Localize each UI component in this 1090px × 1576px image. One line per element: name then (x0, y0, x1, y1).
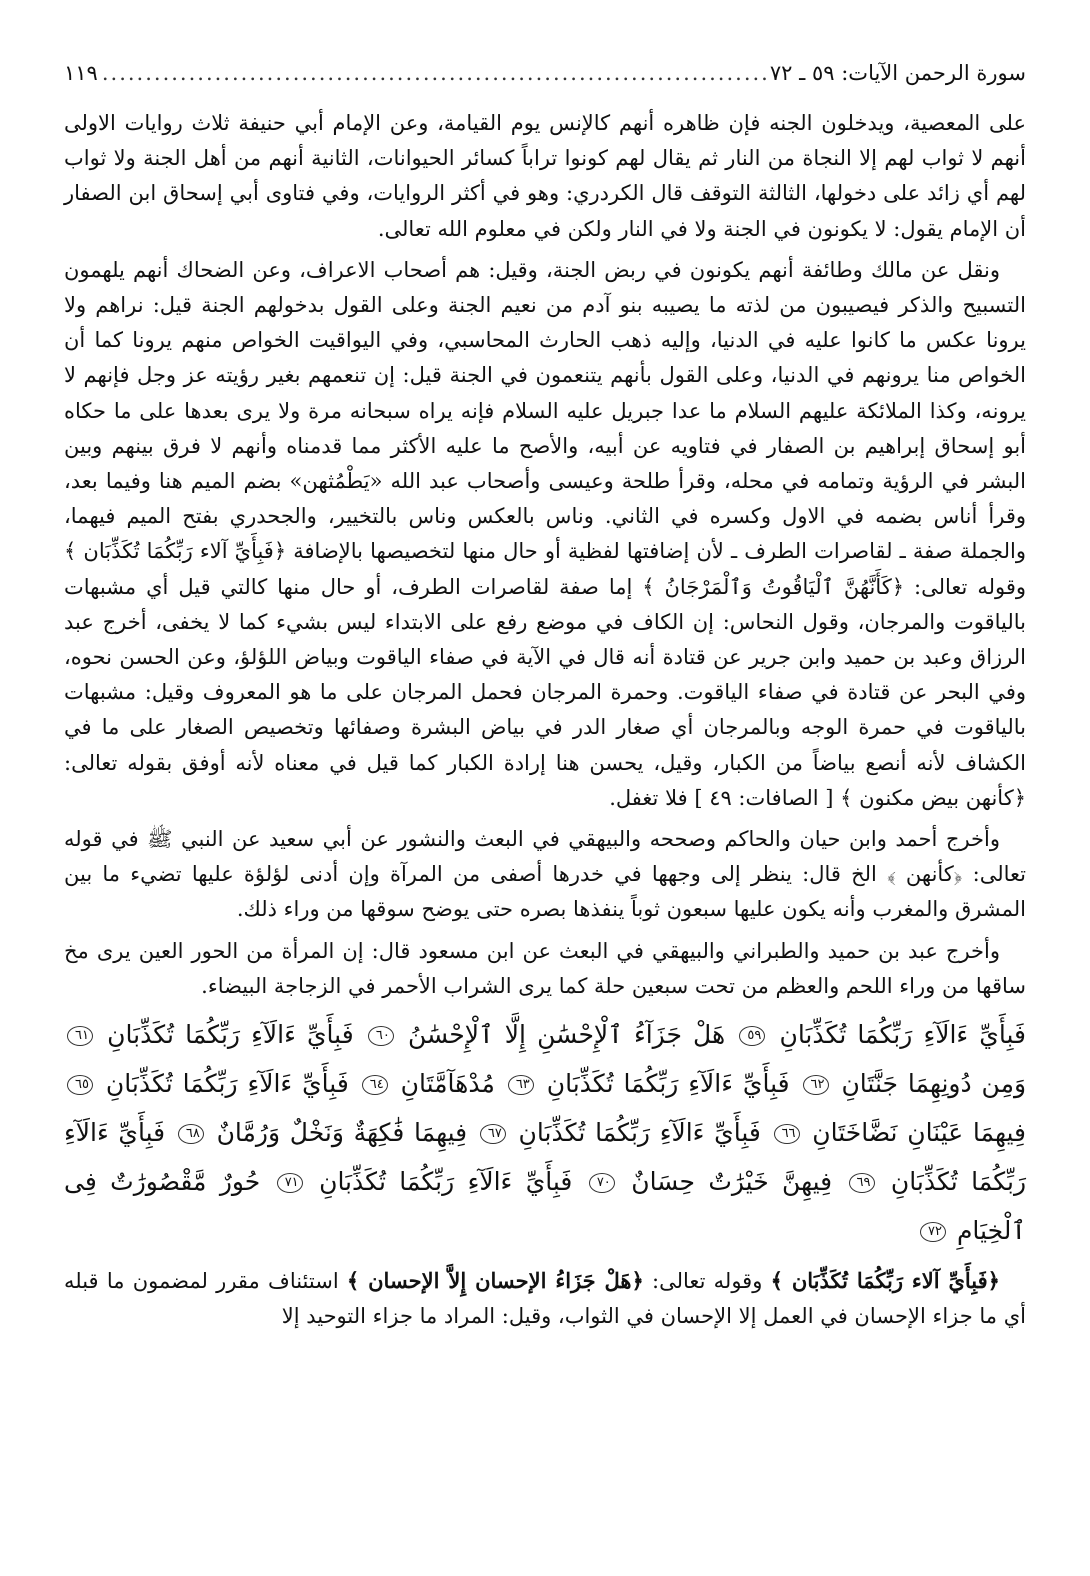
verse-number: ٦٨ (178, 1124, 204, 1144)
verse-number: ٦٧ (480, 1124, 506, 1144)
verse-text: فَبِأَيِّ ءَالَآءِ رَبِّكُمَا تُكَذِّبَانِ (779, 1020, 1026, 1050)
verse-text: فِيهِمَا فَٰكِهَةٌ وَنَخْلٌ وَرُمَّانٌ (216, 1118, 468, 1148)
verse-number: ٦١ (67, 1026, 93, 1046)
verse-text: فَبِأَيِّ ءَالَآءِ رَبِّكُمَا تُكَذِّبَانِ (546, 1069, 790, 1099)
verse-number: ٧٠ (589, 1173, 615, 1193)
verse-text: فِيهِنَّ خَيْرَٰتٌ حِسَانٌ (631, 1167, 833, 1197)
paragraph-2: ونقل عن مالك وطائفة أنهم يكونون في ربض الجنة، وقيل: هم أصحاب الاعراف، وعن الضحاك أنهم يلهمون التسبيح والذكر فيصيبون من لذته ما يصيبه بنو آدم من نعيم الجنة وعلى القول بدخولهم الجنة قيل: نراهم ولا يرونا عكس ما كانوا عليه في الدنيا، وإليه ذهب الحارث المحاسبي، وفي اليواقيت الخواص منهم يرونا كما أن الخواص منا يرونهم في الدنيا، وعلى القول بأنهم يتنعمون في الجنة قيل: إن تنعمهم بغير رؤيته عز وجل فإنهم لا يرونه، وكذا الملائكة عليهم السلام ما عدا جبريل عليه السلام فإنه يراه سبحانه مرة ولا يرى بعدها على ما حكاه أبو إسحاق إبراهيم بن الصفار في فتاويه عن أبيه، والأصح ما عليه الأكثر مما قدمناه وأنهم لا فرق بينهم وبين البشر في الرؤية وتمامه في محله، وقرأ طلحة وعيسى وأصحاب عبد الله «يَطْمُثهن» بضم الميم هنا وفيما بعد، وقرأ أناس بضمه في الاول وكسره في الثاني. وناس بالعكس وناس بالتخيير، والجحدري بفتح الميم فيهما، والجملة صفة ـ لقاصرات الطرف ـ لأن إضافتها لفظية أو حال منها لتخصيصها بالإضافة ﴿فَبِأَيِّ آلاء رَبِّكُمَا تُكَذِّبَان ﴾ وقوله تعالى: ﴿كَأَنَّهُنَّ ٱلْيَاقُوتُ وَٱلْمَرْجَانُ ﴾ إما صفة لقاصرات الطرف، أو حال منها كالتي قيل أي مشبهات بالياقوت والمرجان، وقول النحاس: إن الكاف في موضع رفع على الابتداء ليس بشيء كما لا يخفى، أخرج عبد الرزاق وعبد بن حميد وابن جرير عن قتادة أنه قال في الآية في صفاء الياقوت وبياض اللؤلؤ، وعن الحسن نحوه، وفي البحر عن قتادة في صفاء الياقوت. وحمرة المرجان فحمل المرجان على ما هو المعروف وقيل: مشبهات بالياقوت في حمرة الوجه وبالمرجان أي صغار الدر في بياض البشرة وصفائها وتخصيص الصغار على ما في الكشاف لأنه أنصع بياضاً من الكبار، وقيل، يحسن هنا إرادة الكبار كما قيل في معناه لأنه أوفق بقوله تعالى: ﴿كأنهن بيض مكنون ﴾ [ الصافات: ٤٩ ] فلا تغفل. (64, 257, 1026, 810)
running-header (64, 58, 1026, 92)
page-number: ١١٩ (64, 61, 98, 85)
verse-text: هَلْ جَزَآءُ ٱلْإِحْسَٰنِ إِلَّا ٱلْإِحْسَٰنُ (407, 1020, 726, 1050)
verse-number: ٦٣ (508, 1075, 534, 1095)
verse-text: حُورٌ مَّقْصُورَٰتٌ فِى ٱلْخِيَامِ (64, 1167, 1026, 1246)
verse-text: وَمِن دُونِهِمَا جَنَّتَانِ (841, 1069, 1027, 1099)
commentary-connector: وقوله تعالى: (643, 1269, 771, 1294)
verse-text: فَبِأَيِّ ءَالَآءِ رَبِّكُمَا تُكَذِّبَانِ (64, 1118, 1027, 1197)
verse-number: ٦٦ (774, 1124, 800, 1144)
verse-number: ٥٩ (739, 1026, 765, 1046)
verse-number: ٦٥ (67, 1075, 93, 1095)
leader-dots (102, 58, 766, 88)
commentary-text: استئناف مقرر لمضمون ما قبله أي ما جزاء الإحسان في العمل إلا الإحسان في الثواب، وقيل: المراد ما جزاء التوحيد إلا (64, 1269, 1026, 1329)
verse-number: ٧٢ (920, 1222, 946, 1242)
verse-text: فَبِأَيِّ ءَالَآءِ رَبِّكُمَا تُكَذِّبَانِ (518, 1118, 761, 1148)
verse-number: ٦٢ (803, 1075, 829, 1095)
paragraph-3: وأخرج أحمد وابن حيان والحاكم وصححه والبيهقي في البعث والنشور عن أبي سعيد عن النبي ﷺ في قوله تعالى: ﴿كأنهن ﴾ الخ قال: ينظر إلى وجهها في خدرها أصفى من المرآة وإن أدنى لؤلؤة عليها تضيء ما بين المشرق والمغرب وأنه يكون عليها سبعون ثوباً ينفذها بصره حتى يوضح سوقها من وراء ذلك. (64, 827, 1026, 922)
verse-text: فَبِأَيِّ ءَالَآءِ رَبِّكُمَا تُكَذِّبَانِ (319, 1167, 573, 1197)
quran-quote: ﴿هَلْ جَزَاءُ الإحسان إِلاَّ الإحسان ﴾ (346, 1268, 644, 1294)
surah-title: سورة الرحمن الآيات: ٥٩ ـ ٧٢ (769, 61, 1026, 85)
verse-text: مُدْهَآمَّتَانِ (400, 1069, 495, 1099)
verse-text: فِيهِمَا عَيْنَانِ نَضَّاخَتَانِ (812, 1118, 1026, 1148)
verse-number: ٦٩ (849, 1173, 875, 1193)
verse-text: فَبِأَيِّ ءَالَآءِ رَبِّكُمَا تُكَذِّبَانِ (107, 1020, 354, 1050)
verse-number: ٧١ (277, 1173, 303, 1193)
verse-number: ٦٤ (362, 1075, 388, 1095)
paragraph-4: وأخرج عبد بن حميد والطبراني والبيهقي في البعث عن ابن مسعود قال: إن المرأة من الحور العين يرى مخ ساقها من وراء اللحم والعظم من تحت سبعين حلة كما يرى الشراب الأحمر في الزجاجة البيضاء. (64, 938, 1026, 998)
verse-number: ٦٠ (368, 1026, 394, 1046)
quran-quote: ﴿فَبِأَيِّ آلاء رَبِّكُمَا تُكَذِّبَان ﴾ (770, 1268, 1000, 1294)
page-body (64, 106, 1026, 1340)
verse-text: فَبِأَيِّ ءَالَآءِ رَبِّكُمَا تُكَذِّبَانِ (105, 1069, 349, 1099)
commentary-paragraph (64, 1263, 1026, 1334)
paragraph-1: على المعصية، ويدخلون الجنه فإن ظاهره أنهم كالإنس يوم القيامة، وعن الإمام أبي حنيفة ثلاث روايات الاولى أنهم لا ثواب لهم إلا النجاة من النار ثم يقال لهم كونوا تراباً كسائر الحيوانات، الثانية أنهم من أهل الجنة ولا ثواب لهم أي زائد على دخولها، الثالثة التوقف قال الكردري: وهو في أكثر الروايات، وفي فتاوى أبي إسحاق ابن الصفار أن الإمام يقول: لا يكونون في الجنة ولا في النار ولكن في معلوم الله تعالى. (64, 111, 1026, 241)
quran-verses-block (64, 1010, 1026, 1255)
